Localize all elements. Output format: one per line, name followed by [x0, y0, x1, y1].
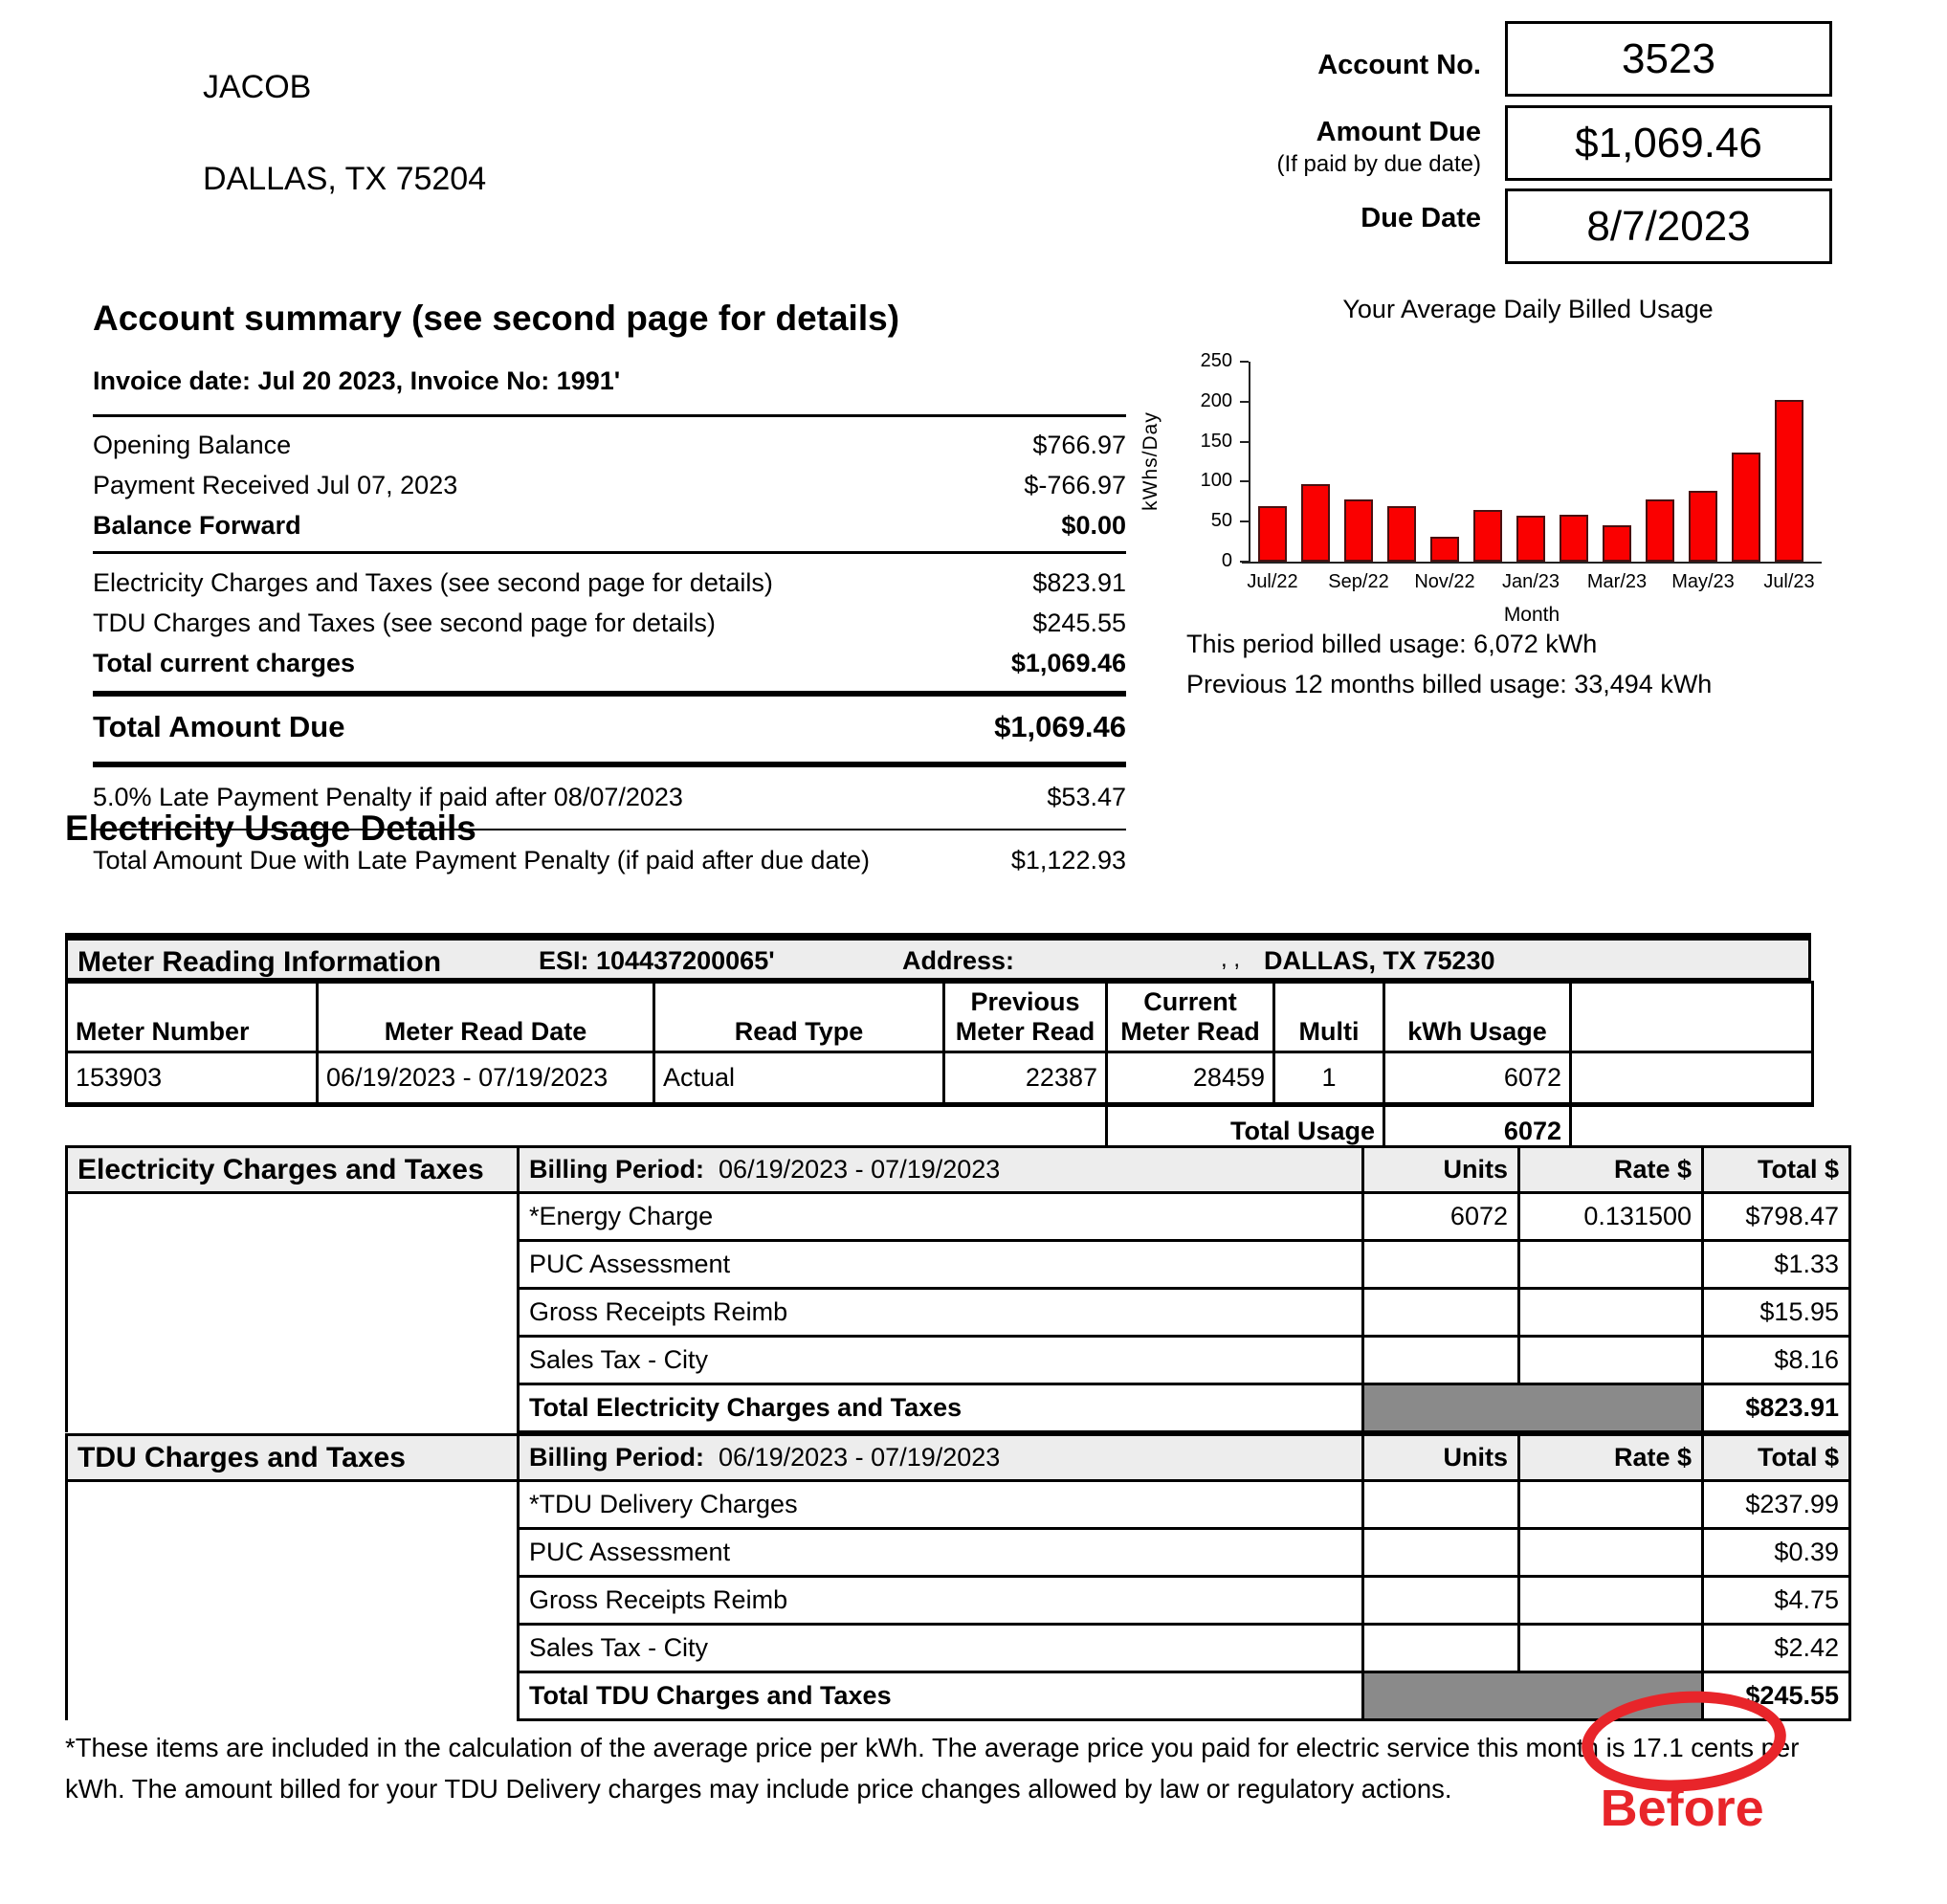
- chart-x-axis-label: Month: [1503, 604, 1560, 626]
- bar-Apr/23: [1646, 499, 1674, 562]
- y-tick-mark: [1240, 520, 1249, 522]
- col-read-date: Meter Read Date: [318, 983, 654, 1052]
- y-tick-label: 150: [1200, 430, 1232, 452]
- billing-period: Billing Period: 06/19/2023 - 07/19/2023: [519, 1147, 1363, 1193]
- col-total: Total $: [1703, 1435, 1850, 1481]
- y-tick-label: 50: [1210, 510, 1232, 532]
- bar-May/23: [1689, 491, 1717, 562]
- address-label: Address:: [902, 946, 1015, 975]
- meter-table-title: Meter Reading Information: [77, 946, 442, 978]
- summary-row-total-with-penalty: Total Amount Due with Late Payment Penalty (if paid after due date) $1,122.93: [93, 846, 1126, 875]
- account-summary-title: Account summary (see second page for details): [93, 299, 900, 338]
- blank-cell: [1571, 1052, 1813, 1105]
- esi-number: ESI: 104437200065': [539, 946, 775, 975]
- annotation-before: Before: [1600, 1780, 1764, 1837]
- customer-name: JACOB: [203, 69, 312, 105]
- x-tick-label: Jan/23: [1501, 571, 1560, 592]
- col-multi: Multi: [1274, 983, 1384, 1052]
- account-no-label: Account No.: [1317, 50, 1481, 80]
- charge-row: Gross Receipts Reimb $15.95: [67, 1289, 1850, 1337]
- previous-read-value: 22387: [944, 1052, 1107, 1105]
- tdu-header-row: [67, 1435, 1850, 1481]
- bar-Jan/23: [1516, 516, 1545, 562]
- summary-row-tdu-charges: TDU Charges and Taxes (see second page for details) $245.55: [93, 609, 1126, 637]
- summary-row-balance-forward: Balance Forward $0.00: [93, 511, 1126, 540]
- bar-Jul/22: [1258, 506, 1287, 562]
- amount-due-sublabel: (If paid by due date): [1276, 151, 1481, 177]
- bar-Nov/22: [1430, 537, 1459, 562]
- meter-table-data-row: [67, 1052, 1813, 1105]
- due-date-box: 8/7/2023: [1505, 188, 1832, 264]
- divider: [93, 551, 1126, 554]
- bar-Aug/22: [1301, 484, 1330, 562]
- footnote-line2: kWh. The amount billed for your TDU Delivery charges may include price changes allowed by law or regulatory actions.: [65, 1774, 1452, 1804]
- total-usage-label: Total Usage: [1107, 1105, 1384, 1158]
- y-tick-label: 250: [1200, 350, 1232, 371]
- bar-Jul/23: [1775, 400, 1803, 562]
- tdu-total-row: Total TDU Charges and Taxes $245.55: [67, 1672, 1850, 1720]
- service-address: DALLAS, TX 75230: [1264, 946, 1495, 975]
- y-tick-mark: [1240, 361, 1249, 363]
- thick-divider: [93, 691, 1126, 697]
- y-tick-mark: [1240, 401, 1249, 403]
- tdu-charges-table: [65, 1433, 1851, 1721]
- electricity-section-title: Electricity Charges and Taxes: [67, 1147, 519, 1193]
- bar-Feb/23: [1560, 515, 1588, 562]
- chart-x-axis: [1242, 562, 1822, 564]
- y-tick-mark: [1240, 561, 1249, 563]
- amount-due-box: $1,069.46: [1505, 105, 1832, 181]
- charge-row: Sales Tax - City $8.16: [67, 1337, 1850, 1384]
- y-tick-mark: [1240, 480, 1249, 482]
- col-kwh-usage: kWh Usage: [1384, 983, 1571, 1052]
- charge-row: Sales Tax - City $2.42: [67, 1625, 1850, 1672]
- thick-divider: [93, 762, 1126, 767]
- billing-period: Billing Period: 06/19/2023 - 07/19/2023: [519, 1435, 1363, 1481]
- total-usage-value: 6072: [1384, 1105, 1571, 1158]
- y-tick-label: 0: [1221, 550, 1232, 571]
- charge-row: PUC Assessment $0.39: [67, 1529, 1850, 1577]
- col-meter-number: Meter Number: [67, 983, 318, 1052]
- read-type-value: Actual: [654, 1052, 944, 1105]
- multi-value: 1: [1274, 1052, 1384, 1105]
- chart-title: Your Average Daily Billed Usage: [1342, 295, 1714, 323]
- address-redacted-marks: , ,: [1221, 946, 1241, 972]
- this-period-usage: This period billed usage: 6,072 kWh: [1186, 630, 1598, 658]
- details-heading: Electricity Usage Details: [65, 808, 476, 848]
- shaded-cell: [1363, 1384, 1703, 1432]
- x-tick-label: Jul/23: [1763, 571, 1815, 592]
- col-current-read: Current Meter Read: [1107, 983, 1274, 1052]
- circled-value: is 17.1 cents Before: [1606, 1727, 1754, 1768]
- usage-bar-chart: [1139, 287, 1904, 651]
- chart-plot: [1250, 362, 1811, 562]
- bar-Mar/23: [1603, 525, 1631, 562]
- current-read-value: 28459: [1107, 1052, 1274, 1105]
- meter-reading-table: [65, 933, 1811, 1159]
- electricity-total-row: Total Electricity Charges and Taxes $823.91: [67, 1384, 1850, 1432]
- col-total: Total $: [1703, 1147, 1850, 1193]
- meter-table-header-bar: [65, 941, 1811, 981]
- kwh-usage-value: 6072: [1384, 1052, 1571, 1105]
- y-tick-label: 100: [1200, 470, 1232, 492]
- summary-row-opening-balance: Opening Balance $766.97: [93, 431, 1126, 459]
- due-date-label: Due Date: [1361, 203, 1481, 233]
- y-tick-label: 200: [1200, 389, 1232, 411]
- footnote-line1: *These items are included in the calculation of the average price per kWh. The average price you paid for electric service this month is 17.1 cents Before per: [65, 1727, 1883, 1768]
- summary-row-total-current: Total current charges $1,069.46: [93, 649, 1126, 677]
- col-units: Units: [1363, 1435, 1519, 1481]
- customer-city-line: DALLAS, TX 75204: [203, 161, 487, 197]
- charge-row: Gross Receipts Reimb $4.75: [67, 1577, 1850, 1625]
- x-tick-label: May/23: [1671, 571, 1735, 592]
- x-tick-label: Sep/22: [1328, 571, 1389, 592]
- read-date-value: 06/19/2023 - 07/19/2023: [318, 1052, 654, 1105]
- summary-row-total-amount-due: Total Amount Due $1,069.46: [93, 710, 1126, 743]
- x-tick-label: Jul/22: [1247, 571, 1298, 592]
- summary-row-electricity-charges: Electricity Charges and Taxes (see second page for details) $823.91: [93, 568, 1126, 597]
- meter-table-header-row: [67, 983, 1813, 1052]
- col-blank: [1571, 983, 1813, 1052]
- x-tick-label: Mar/23: [1586, 571, 1648, 592]
- col-previous-read: Previous Meter Read: [944, 983, 1107, 1052]
- amount-due-label: Amount Due: [1316, 117, 1481, 147]
- y-tick-mark: [1240, 441, 1249, 443]
- footnote: [65, 1727, 1883, 1837]
- electricity-charges-table: [65, 1145, 1851, 1433]
- meter-number-value: 153903: [67, 1052, 318, 1105]
- col-read-type: Read Type: [654, 983, 944, 1052]
- shaded-cell: [1363, 1672, 1703, 1720]
- previous-12-months-usage: Previous 12 months billed usage: 33,494 kWh: [1186, 670, 1713, 698]
- x-tick-label: Nov/22: [1414, 571, 1475, 592]
- summary-row-payment-received: Payment Received Jul 07, 2023 $-766.97: [93, 471, 1126, 499]
- col-units: Units: [1363, 1147, 1519, 1193]
- col-rate: Rate $: [1519, 1147, 1703, 1193]
- divider: [93, 414, 1126, 417]
- bar-Jun/23: [1732, 453, 1760, 562]
- bar-Sep/22: [1344, 499, 1373, 562]
- invoice-line: Invoice date: Jul 20 2023, Invoice No: 1991': [93, 366, 621, 395]
- tdu-section-title: TDU Charges and Taxes: [67, 1435, 519, 1481]
- electricity-header-row: [67, 1147, 1850, 1193]
- chart-y-axis-label: kWhs/Day: [1139, 411, 1162, 511]
- bar-Dec/22: [1473, 510, 1502, 562]
- summary-row-late-penalty: 5.0% Late Payment Penalty if paid after 08/07/2023 $53.47: [93, 783, 1126, 811]
- table-top-bar: [65, 933, 1811, 941]
- charges-tables: [65, 1145, 1851, 1721]
- bar-Oct/22: [1387, 506, 1416, 562]
- charge-row: *Energy Charge 6072 0.131500 $798.47: [67, 1193, 1850, 1241]
- charge-row: PUC Assessment $1.33: [67, 1241, 1850, 1289]
- charge-row: *TDU Delivery Charges $237.99: [67, 1481, 1850, 1529]
- account-no-box: 3523: [1505, 21, 1832, 97]
- col-rate: Rate $: [1519, 1435, 1703, 1481]
